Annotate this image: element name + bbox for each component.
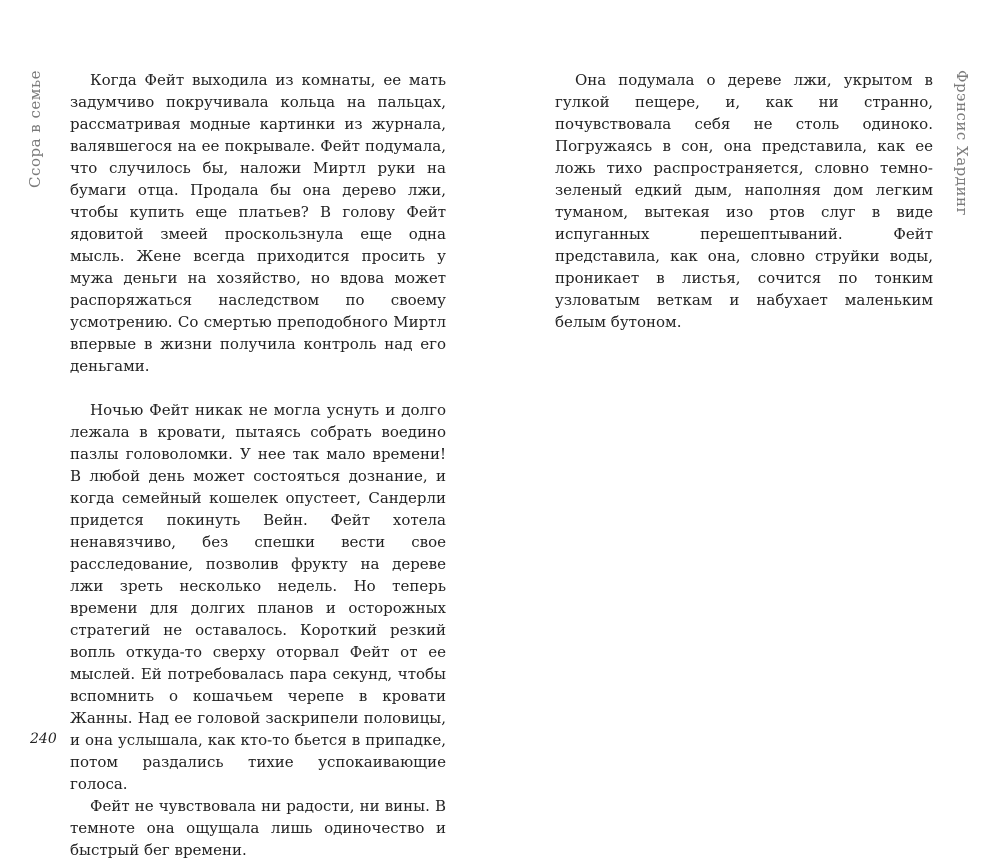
running-head-author: Фрэнсис Хардинг [953,70,971,216]
left-page-text [70,69,446,861]
right-paragraph-1: Она подумала о дереве лжи, укрытом в гулкой пещере, и, как ни странно, почувствовала себя не столь одиноко. Погружаясь в сон, она представила, как ее ложь тихо распространяется, словно темно-зеленый едкий дым, наполняя дом легким туманом, вытекая изо ртов слуг в виде испуганных перешептываний. Фейт представила, как она, словно струйки воды, проникает в листья, сочится по тонким узловатым веткам и набухает маленьким белым бутоном. [555,71,933,331]
left-paragraph-3: Фейт не чувствовала ни радости, ни вины. В темноте она ощущала лишь одиночество и быстрый бег времени. [70,797,446,859]
right-page-text [555,69,933,333]
left-paragraph-2: Ночью Фейт никак не могла уснуть и долго лежала в кровати, пытаясь собрать воедино пазлы головоломки. У нее так мало времени! В любой день может состояться дознание, и когда семейный кошелек опустеет, Сандерли придется покинуть Вейн. Фейт хотела ненавязчиво, без спешки вести свое расследование, позволив фрукту на дереве лжи зреть несколько недель. Но теперь времени для долгих планов и осторожных стратегий не оставалось. Короткий резкий вопль откуда-то сверху оторвал Фейт от ее мыслей. Ей потребовалась пара секунд, чтобы вспомнить о кошачьем черепе в кровати Жанны. Над ее головой заскрипели половицы, и она услышала, как кто-то бьется в припадке, потом раздались тихие успокаивающие голоса. [70,401,446,793]
running-head-section-title: Ссора в семье [26,70,44,188]
left-paragraph-1: Когда Фейт выходила из комнаты, ее мать задумчиво покручивала кольца на пальцах, рассматривая модные картинки из журнала, валявшегося на ее покрывале. Фейт подумала, что случилось бы, наложи Миртл руки на бумаги отца. Продала бы она дерево лжи, чтобы купить еще платьев? В голову Фейт ядовитой змеей проскользнула еще одна мысль. Жене всегда приходится просить у мужа деньги на хозяйство, но вдова может распоряжаться наследством по своему усмотрению. Со смертью преподобного Миртл впервые в жизни получила контроль над его деньгами. [70,71,446,375]
page-number: 240 [30,731,57,747]
